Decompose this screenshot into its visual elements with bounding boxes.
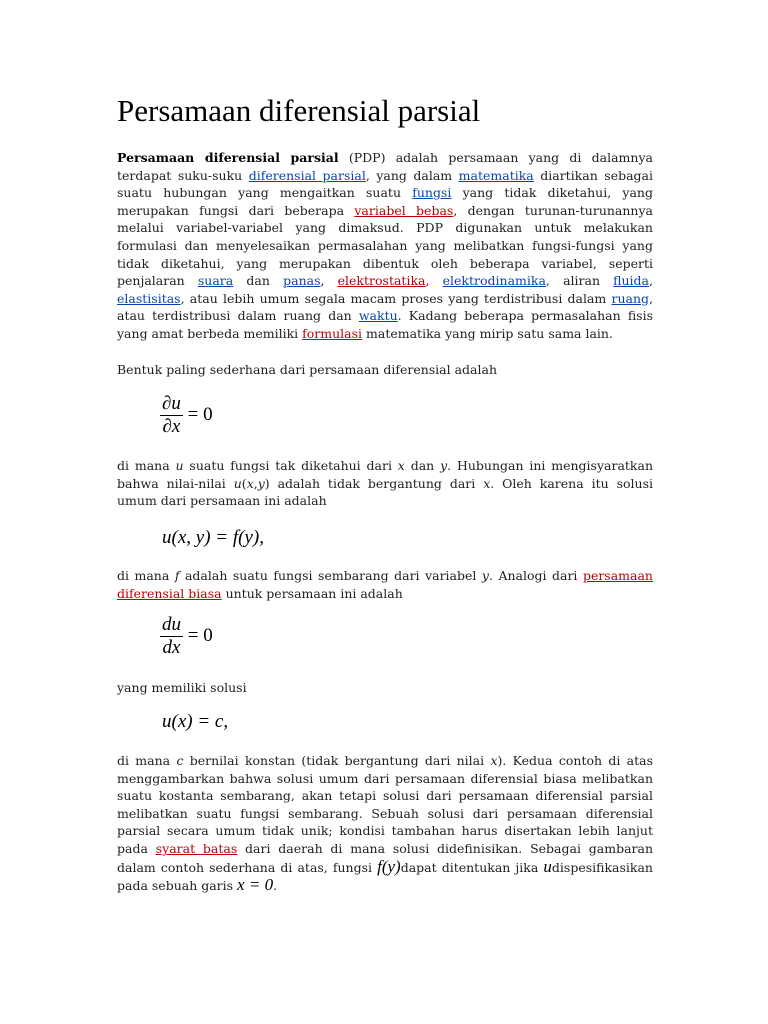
variable: x xyxy=(483,475,491,491)
equation-general-solution xyxy=(162,527,264,549)
link-formulasi[interactable]: formulasi xyxy=(302,325,363,341)
solution-intro-paragraph: yang memiliki solusi xyxy=(117,680,247,695)
link-syarat-batas[interactable]: syarat batas xyxy=(155,840,238,856)
variable: y xyxy=(481,568,489,583)
intro-text: , yang dalam xyxy=(365,167,459,183)
intro-text: matematika yang mirip satu sama lain. xyxy=(362,325,613,341)
text: dan xyxy=(404,458,441,473)
link-suara[interactable]: suara xyxy=(197,273,234,289)
equation-rhs: = 0 xyxy=(182,403,213,425)
text: untuk persamaan ini adalah xyxy=(221,585,403,601)
text: bernilai konstan (tidak bergantung dari nilai xyxy=(183,753,491,768)
equation-denominator: dx xyxy=(160,636,183,659)
variable: x xyxy=(490,753,498,768)
simple-form-paragraph: Bentuk paling sederhana dari persamaan diferensial adalah xyxy=(117,362,498,377)
text: adalah suatu fungsi sembarang dari variabel xyxy=(179,568,482,583)
inline-math: x = 0 xyxy=(237,875,274,895)
intro-text: , aliran xyxy=(545,273,614,289)
link-waktu[interactable]: waktu xyxy=(358,308,398,324)
intro-text: , atau terdistribusi dalam ruang dan xyxy=(117,290,653,324)
text: di mana xyxy=(117,753,177,768)
text: ). Kedua contoh di atas menggambarkan bahwa solusi umum dari persamaan diferensial biasa melibatkan suatu kostanta sembarang, akan tetapi solusi dari persamaan diferensial parsial melibatkan suatu fungsi sembarang. Sebuah solusi dari persamaan diferensial parsial secara umum tidak unik; kondisi tambahan harus disertakan lebih lanjut pada xyxy=(117,753,654,856)
intro-text: , atau lebih umum segala macam proses yang terdistribusi dalam xyxy=(180,290,612,306)
equation-ode-solution xyxy=(162,711,228,733)
intro-text: diartikan sebagai suatu hubungan yang mengaitkan suatu xyxy=(117,167,653,201)
explanation-paragraph xyxy=(117,457,653,510)
analogy-paragraph xyxy=(117,567,653,602)
text: dari daerah di mana solusi didefinisikan. Sebagai gambaran dalam contoh sederhana di atas, fungsi xyxy=(117,840,653,875)
intro-text: (PDP) adalah persamaan yang di dalamnya terdapat suku-suku xyxy=(117,150,653,183)
intro-text: dan xyxy=(233,273,284,289)
link-persamaan-diferensial-biasa[interactable]: persamaan diferensial biasa xyxy=(117,568,653,601)
text: ) adalah tidak bergantung dari xyxy=(264,475,484,491)
link-variabel-bebas[interactable]: variabel bebas xyxy=(354,202,454,218)
text: ( xyxy=(241,475,247,491)
variable: u xyxy=(175,458,184,473)
intro-text: , xyxy=(320,273,338,289)
link-panas[interactable]: panas xyxy=(283,273,321,289)
variable: x xyxy=(246,475,254,491)
inline-math: f(y) xyxy=(377,856,401,876)
equation-fraction xyxy=(160,614,183,659)
link-elektrostatika[interactable]: elektrostatika xyxy=(337,273,426,289)
variable: y xyxy=(440,458,448,473)
variable: u xyxy=(233,475,242,491)
intro-text: , dengan turunan-turunannya melalui variabel-variabel yang dimaksud. PDP digunakan untuk melakukan formulasi dan menyelesaikan permasalahan yang melibatkan fungsi-fungsi yang tidak diketahui, yang merupakan dibentuk oleh beberapa variabel, seperti penjalaran xyxy=(117,202,653,289)
intro-text: yang tidak diketahui, yang merupakan fungsi dari beberapa xyxy=(117,185,653,218)
text: . Hubungan ini mengisyaratkan bahwa nilai-nilai xyxy=(117,458,653,491)
text: , xyxy=(253,475,258,491)
link-matematika[interactable]: matematika xyxy=(458,167,534,183)
equation-numerator: du xyxy=(162,614,181,635)
link-fluida[interactable]: fluida xyxy=(613,273,650,289)
text: suatu fungsi tak diketahui dari xyxy=(183,458,398,473)
link-ruang[interactable]: ruang xyxy=(611,290,650,306)
inline-math: u xyxy=(543,856,552,876)
variable: f xyxy=(174,568,180,583)
text: di mana xyxy=(117,458,176,473)
equation-fraction xyxy=(160,393,183,438)
intro-text: , xyxy=(649,273,653,289)
text: di mana xyxy=(117,568,175,583)
intro-text: , xyxy=(425,273,443,289)
bold-term: Persamaan diferensial parsial xyxy=(117,150,339,165)
link-elektrodinamika[interactable]: elektrodinamika xyxy=(442,273,546,289)
variable: y xyxy=(257,475,265,491)
equation-partial-derivative xyxy=(160,393,213,438)
variable: c xyxy=(176,753,184,768)
equation-rhs: = 0 xyxy=(183,624,213,646)
link-fungsi[interactable]: fungsi xyxy=(412,185,452,201)
equation-denominator: ∂x xyxy=(160,415,183,438)
variable: x xyxy=(397,458,405,473)
equation-text: u(x) = c, xyxy=(162,711,229,732)
equation-text: u(x, y) = f(y), xyxy=(162,527,264,548)
intro-text: . Kadang beberapa permasalahan fisis yang amat berbeda memiliki xyxy=(117,308,653,341)
intro-paragraph xyxy=(117,149,653,343)
text: dapat ditentukan jika xyxy=(400,859,544,875)
text: . Analogi dari xyxy=(488,568,583,583)
link-diferensial-parsial[interactable]: diferensial parsial xyxy=(248,167,366,183)
text: dispesifikasikan pada sebuah garis xyxy=(117,859,653,894)
conclusion-paragraph xyxy=(117,752,653,895)
equation-ordinary-derivative xyxy=(160,614,213,659)
page-title: Persamaan diferensial parsial xyxy=(117,93,481,128)
text: . xyxy=(273,878,278,894)
link-elastisitas[interactable]: elastisitas xyxy=(117,290,181,306)
equation-numerator: ∂u xyxy=(162,393,181,414)
text: . Oleh karena itu solusi umum dari persamaan ini adalah xyxy=(117,475,654,509)
